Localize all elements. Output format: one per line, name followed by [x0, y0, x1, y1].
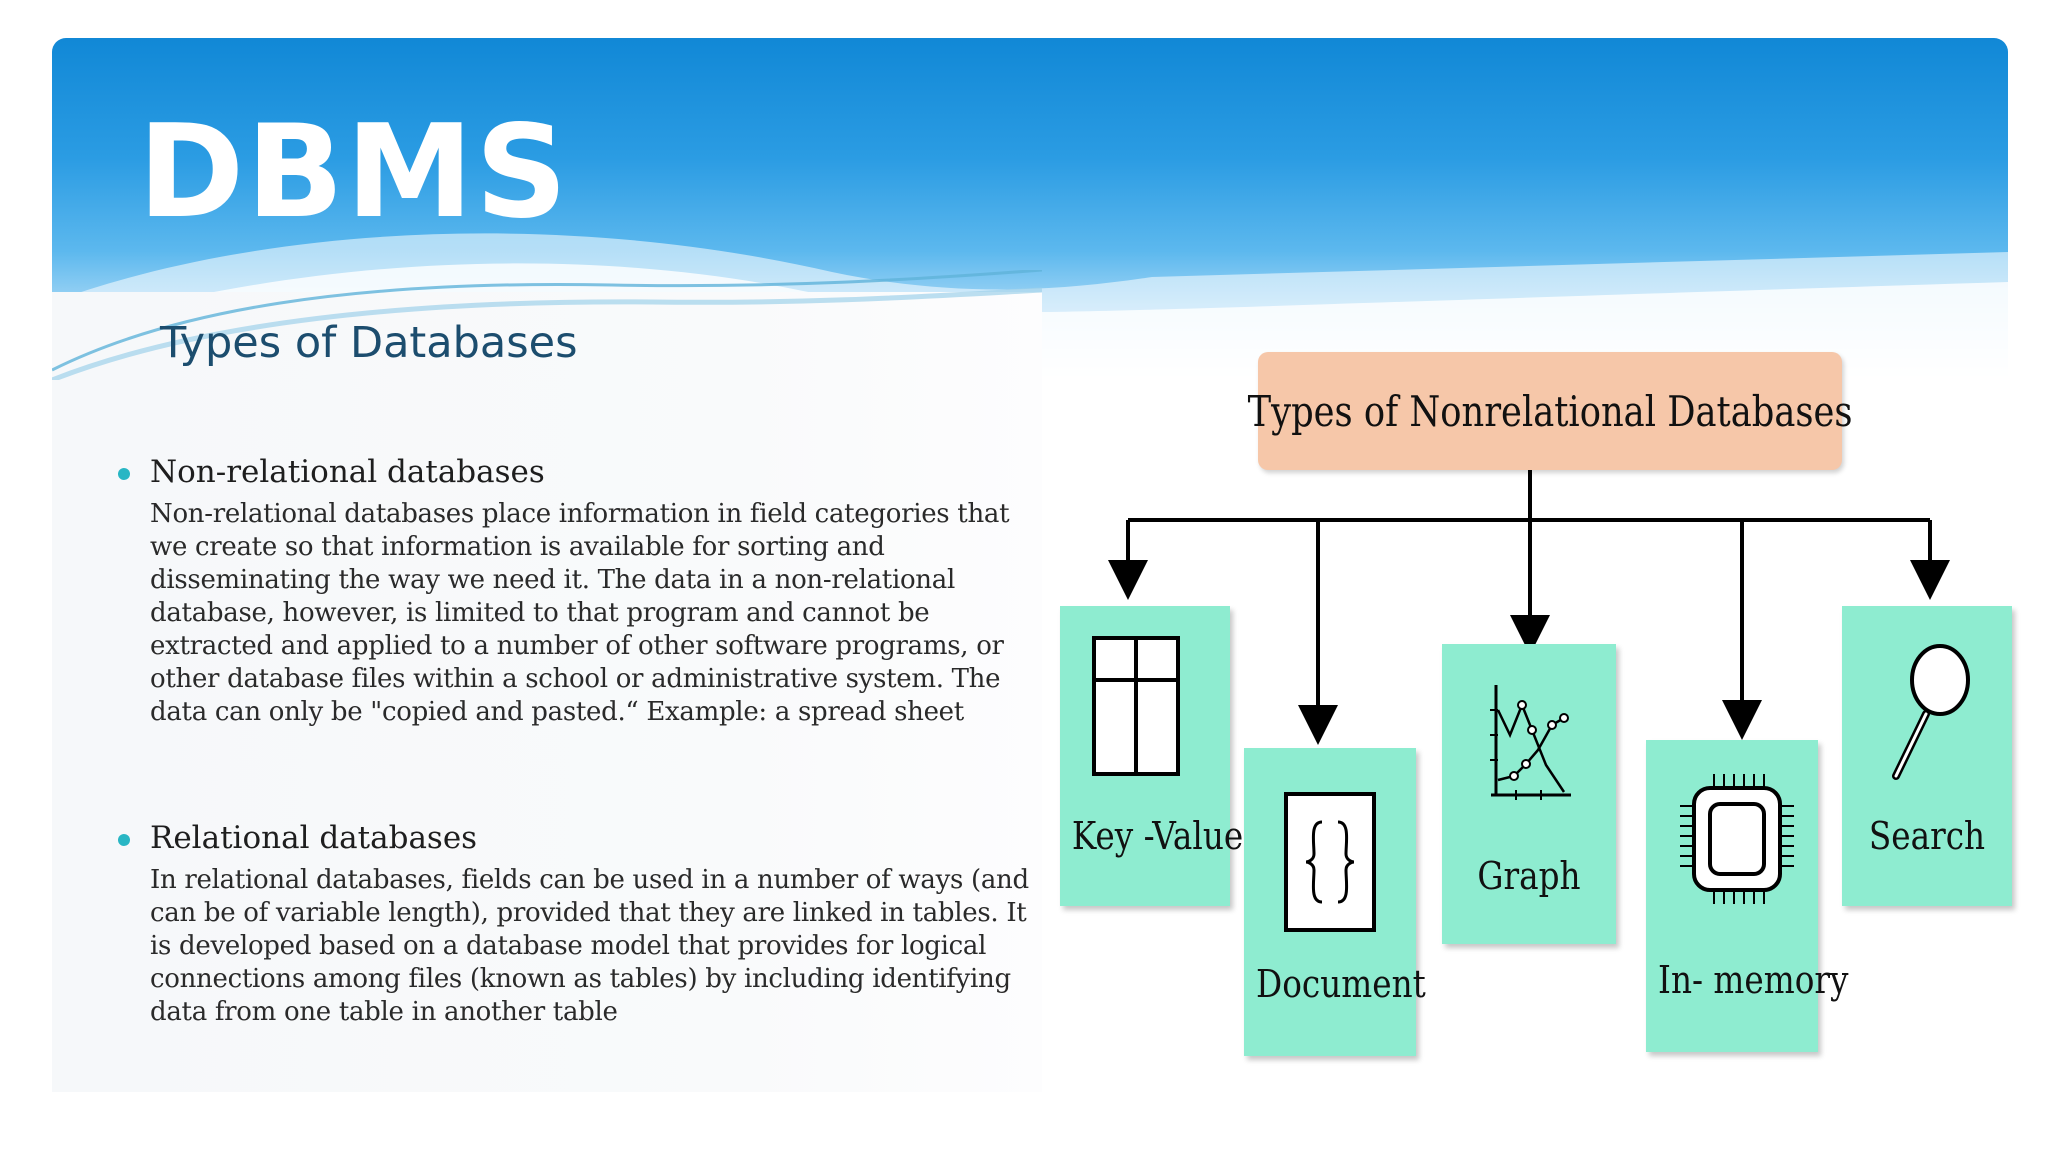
root-node	[1247, 352, 1853, 470]
document-braces-icon	[1284, 792, 1376, 932]
graph-chart-icon	[1486, 680, 1576, 810]
leaf-label: Search	[1868, 814, 1986, 858]
leaf-label: Key -Value	[1071, 814, 1244, 858]
leaf-label: Document	[1256, 962, 1426, 1006]
leaf-label: In- memory	[1658, 958, 1849, 1002]
panel-heading: Types of Databases	[160, 318, 578, 368]
leaf-graph	[1442, 644, 1616, 944]
bullet-title: Non-relational databases	[150, 454, 545, 490]
bullet-dot	[118, 834, 130, 846]
nonrelational-types-diagram	[1040, 330, 2030, 1090]
leaf-in-memory	[1646, 740, 1849, 1052]
bullet-text: In relational databases, fields can be used in a number of ways (and can be of variable length), provided that they are linked in tables. It is developed based on a database model that provides for logical connections among files (known as tables) by including identifying data from one table in another table	[150, 865, 1029, 1027]
bullet-title: Relational databases	[150, 820, 478, 856]
magnifier-icon	[1890, 642, 1974, 782]
leaf-key-value	[1060, 606, 1244, 906]
bullet-text: Non-relational databases place information in field categories that we create so that information is available for sorting and disseminating the way we need it. The data in a non-relational database, however, is limited to that program and cannot be extracted and applied to a number of other software programs, or other database files within a school or administrative system. The data can only be "copied and pasted.“ Example: a spread sheet	[150, 499, 1010, 727]
leaf-document	[1244, 748, 1426, 1056]
slide-title: DBMS	[138, 98, 570, 247]
root-label: Types of Nonrelational Databases	[1247, 386, 1853, 436]
leaf-label: Graph	[1477, 854, 1581, 898]
leaf-search	[1842, 606, 2012, 906]
key-value-table-icon	[1092, 636, 1180, 776]
bullet-dot	[118, 468, 130, 480]
memory-chip-icon	[1678, 764, 1796, 914]
